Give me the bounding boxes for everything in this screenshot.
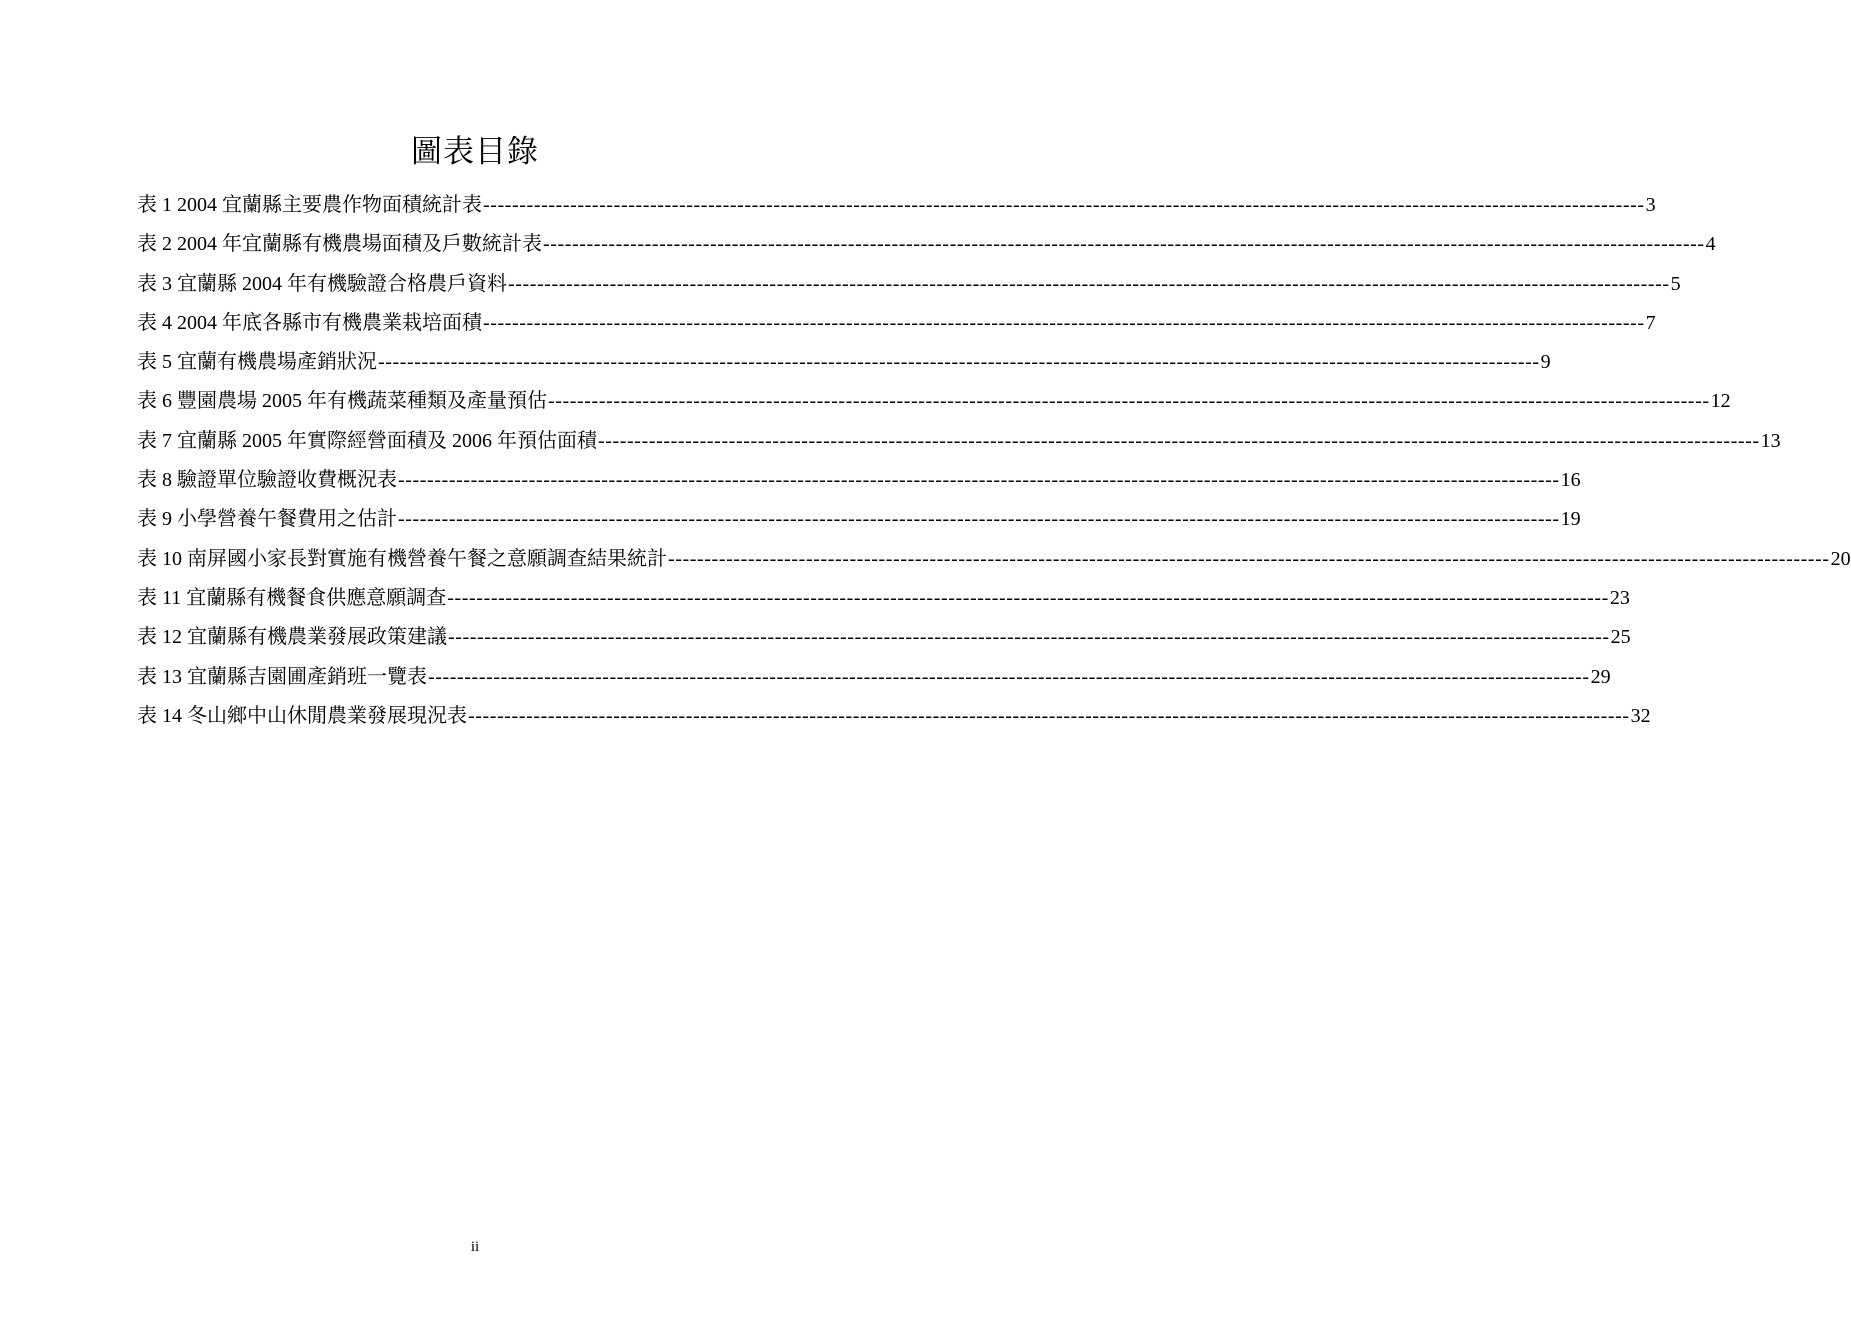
- toc-entry-label: 表 13 宜蘭縣吉園圃產銷班一覽表: [137, 665, 427, 688]
- toc-entry[interactable]: [137, 697, 1651, 736]
- toc-entry[interactable]: [137, 343, 1551, 382]
- toc-entry-label: 表 2 2004 年宜蘭縣有機農場面積及戶數統計表: [137, 233, 542, 256]
- toc-entry[interactable]: [137, 540, 1851, 579]
- toc-entry-label: 表 6 豐園農場 2005 年有機蔬菜種類及產量預估: [137, 390, 547, 413]
- toc-entry[interactable]: [137, 304, 1656, 343]
- toc-dot-leader: ----------------------------------------------------------------------------------------------------------------------------------------------------------------: [668, 547, 1830, 570]
- toc-dot-leader: ----------------------------------------------------------------------------------------------------------------------------------------------------------------: [448, 626, 1610, 649]
- toc-entry-page-number: 20: [1830, 547, 1851, 570]
- toc-entry-page-number: 4: [1705, 233, 1716, 256]
- toc-entry-label: 表 12 宜蘭縣有機農業發展政策建議: [137, 626, 447, 649]
- toc-entry-page-number: 16: [1560, 469, 1581, 492]
- toc-dot-leader: ----------------------------------------------------------------------------------------------------------------------------------------------------------------: [598, 429, 1760, 452]
- toc-entry[interactable]: [137, 461, 1581, 500]
- toc-dot-leader: ----------------------------------------------------------------------------------------------------------------------------------------------------------------: [468, 704, 1630, 727]
- toc-dot-leader: ----------------------------------------------------------------------------------------------------------------------------------------------------------------: [378, 351, 1540, 374]
- toc-entry[interactable]: [137, 382, 1731, 421]
- toc-entry-page-number: 7: [1645, 311, 1656, 334]
- toc-entry-page-number: 29: [1590, 665, 1611, 688]
- toc-dot-leader: ----------------------------------------------------------------------------------------------------------------------------------------------------------------: [398, 469, 1560, 492]
- toc-entry[interactable]: [137, 658, 1611, 697]
- table-of-contents: [137, 186, 1851, 736]
- toc-entry[interactable]: [137, 618, 1631, 657]
- toc-entry-page-number: 23: [1609, 586, 1630, 609]
- page-number: ii: [470, 1239, 480, 1255]
- toc-dot-leader: ----------------------------------------------------------------------------------------------------------------------------------------------------------------: [428, 665, 1590, 688]
- toc-entry-page-number: 12: [1710, 390, 1731, 413]
- toc-entry-label: 表 9 小學營養午餐費用之估計: [137, 508, 397, 531]
- toc-entry[interactable]: [137, 500, 1581, 539]
- toc-entry-label: 表 5 宜蘭有機農場產銷狀況: [137, 351, 377, 374]
- toc-entry[interactable]: [137, 265, 1681, 304]
- toc-entry-label: 表 8 驗證單位驗證收費概況表: [137, 469, 397, 492]
- toc-entry[interactable]: [137, 422, 1781, 461]
- toc-entry-page-number: 9: [1540, 351, 1551, 374]
- toc-entry-label: 表 7 宜蘭縣 2005 年實際經營面積及 2006 年預估面積: [137, 429, 597, 452]
- toc-dot-leader: ----------------------------------------------------------------------------------------------------------------------------------------------------------------: [548, 390, 1710, 413]
- toc-entry-label: 表 11 宜蘭縣有機餐食供應意願調查: [137, 586, 447, 609]
- toc-dot-leader: ----------------------------------------------------------------------------------------------------------------------------------------------------------------: [508, 272, 1670, 295]
- toc-entry-label: 表 1 2004 宜蘭縣主要農作物面積統計表: [137, 194, 482, 216]
- toc-dot-leader: ----------------------------------------------------------------------------------------------------------------------------------------------------------------: [543, 233, 1705, 256]
- toc-entry-label: 表 10 南屏國小家長對實施有機營養午餐之意願調查結果統計: [137, 547, 667, 570]
- toc-entry[interactable]: [137, 186, 1656, 225]
- toc-dot-leader: ----------------------------------------------------------------------------------------------------------------------------------------------------------------: [398, 508, 1560, 531]
- toc-entry-page-number: 5: [1670, 272, 1681, 295]
- toc-entry-page-number: 25: [1610, 626, 1631, 649]
- toc-entry-label: 表 4 2004 年底各縣市有機農業栽培面積: [137, 311, 482, 334]
- toc-entry-page-number: 13: [1760, 429, 1781, 452]
- toc-entry-page-number: 19: [1560, 508, 1581, 531]
- toc-entry-page-number: 3: [1645, 194, 1656, 216]
- toc-dot-leader: ----------------------------------------------------------------------------------------------------------------------------------------------------------------: [483, 311, 1645, 334]
- toc-entry-label: 表 14 冬山鄉中山休閒農業發展現況表: [137, 704, 467, 727]
- toc-entry-label: 表 3 宜蘭縣 2004 年有機驗證合格農戶資料: [137, 272, 507, 295]
- toc-entry[interactable]: [137, 225, 1716, 264]
- toc-dot-leader: ----------------------------------------------------------------------------------------------------------------------------------------------------------------: [483, 194, 1645, 216]
- toc-entry[interactable]: [137, 579, 1630, 618]
- toc-entry-page-number: 32: [1630, 704, 1651, 727]
- page-title: 圖表目錄: [411, 134, 539, 169]
- toc-dot-leader: ----------------------------------------------------------------------------------------------------------------------------------------------------------------: [447, 586, 1609, 609]
